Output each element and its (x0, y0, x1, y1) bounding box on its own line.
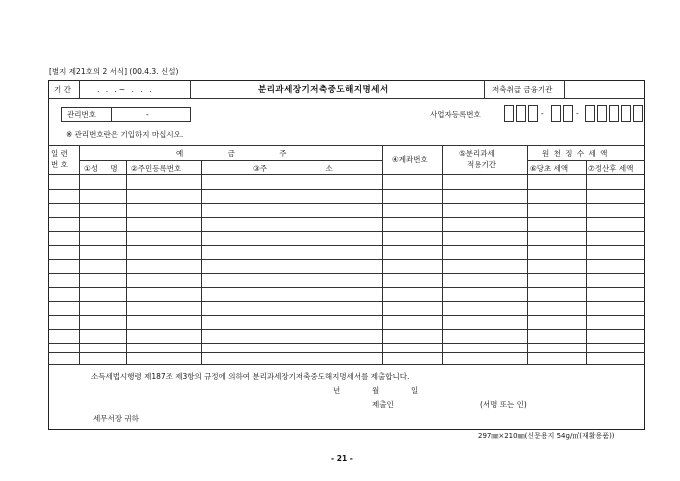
divider (382, 145, 383, 364)
divider (79, 145, 80, 364)
divider (190, 80, 191, 98)
biz-reg-label: 사업자등록번호 (430, 110, 481, 119)
withholding-header: 원 천 징 수 세 액 (542, 149, 609, 158)
divider (48, 145, 645, 146)
period-value: . . .~ . . . (97, 85, 154, 94)
date-day: 일 (411, 386, 419, 395)
form-title: 분리과세장기저축중도해지명세서 (258, 85, 389, 95)
biz-reg-digit[interactable] (516, 105, 526, 122)
table-row (48, 259, 645, 260)
divider (111, 107, 112, 122)
date-year: 년 (333, 386, 341, 395)
biz-reg-digit[interactable] (563, 105, 573, 122)
biz-reg-digit[interactable] (621, 105, 631, 122)
divider (586, 160, 587, 364)
settled-tax-column-header: ⑦정산후 세액 (588, 164, 634, 173)
period-column-header: 적용기간 (467, 160, 496, 169)
biz-reg-sep: - (576, 109, 579, 118)
divider (48, 98, 645, 99)
account-column-header: ④계좌번호 (392, 155, 428, 164)
divider (201, 160, 202, 364)
table-row (48, 217, 645, 218)
divider (48, 174, 645, 175)
mgmt-no-label: 관리번호 (67, 110, 96, 119)
divider (564, 80, 565, 98)
table-row (48, 343, 645, 344)
paper-spec: 297㎜×210㎜(신문용지 54g/㎡(재활용품)) (478, 432, 615, 440)
page-number: - 21 - (331, 454, 353, 463)
biz-reg-digit[interactable] (551, 105, 561, 122)
addressee: 세무서장 귀하 (93, 414, 139, 423)
divider (126, 160, 127, 364)
biz-reg-digit[interactable] (609, 105, 619, 122)
divider (79, 80, 80, 98)
biz-reg-digit[interactable] (585, 105, 595, 122)
biz-reg-sep: - (541, 109, 544, 118)
serial-label: 번 호 (51, 160, 68, 169)
period-column-header: ⑤분리과세 (459, 149, 495, 158)
original-tax-column-header: ⑥당초 세액 (530, 164, 569, 173)
period-label: 기 간 (54, 85, 71, 94)
divider (79, 160, 382, 161)
table-row (48, 301, 645, 302)
biz-reg-digit[interactable] (633, 105, 643, 122)
biz-reg-digit[interactable] (528, 105, 538, 122)
table-row (48, 231, 645, 232)
submission-statement: 소득세법시행령 제187조 제3항의 규정에 의하여 분리과세장기저축중도해지명세서를 제출합니다. (91, 372, 410, 381)
date-month: 월 (372, 386, 380, 395)
address-column-header: ③주 소 (253, 164, 333, 173)
signature-label: (서명 또는 인) (480, 400, 527, 409)
rrn-column-header: ②주민등록번호 (131, 164, 182, 173)
serial-label: 일 련 (51, 149, 68, 158)
table-row (48, 329, 645, 330)
name-column-header: ①성 명 (84, 164, 118, 173)
divider (442, 145, 443, 364)
mgmt-no-note: ※ 관리번호란은 기입하지 마십시오. (66, 130, 184, 139)
table-row (48, 287, 645, 288)
table-row (48, 352, 645, 353)
table-row (48, 245, 645, 246)
table-row (48, 203, 645, 204)
table-row (48, 189, 645, 190)
table-row (48, 315, 645, 316)
mgmt-no-value: - (146, 110, 149, 119)
form-note: [별지 제21호의 2 서식] (00.4.3. 신설) (49, 67, 179, 76)
table-row (48, 364, 645, 365)
table-row (48, 273, 645, 274)
divider (527, 145, 528, 364)
depositor-header: 예 금 주 (176, 149, 287, 158)
divider (484, 80, 485, 98)
biz-reg-digit[interactable] (504, 105, 514, 122)
biz-reg-digit[interactable] (597, 105, 607, 122)
submitter-label: 제출인 (372, 400, 394, 409)
institution-label: 저축취급 금융기관 (492, 85, 553, 94)
